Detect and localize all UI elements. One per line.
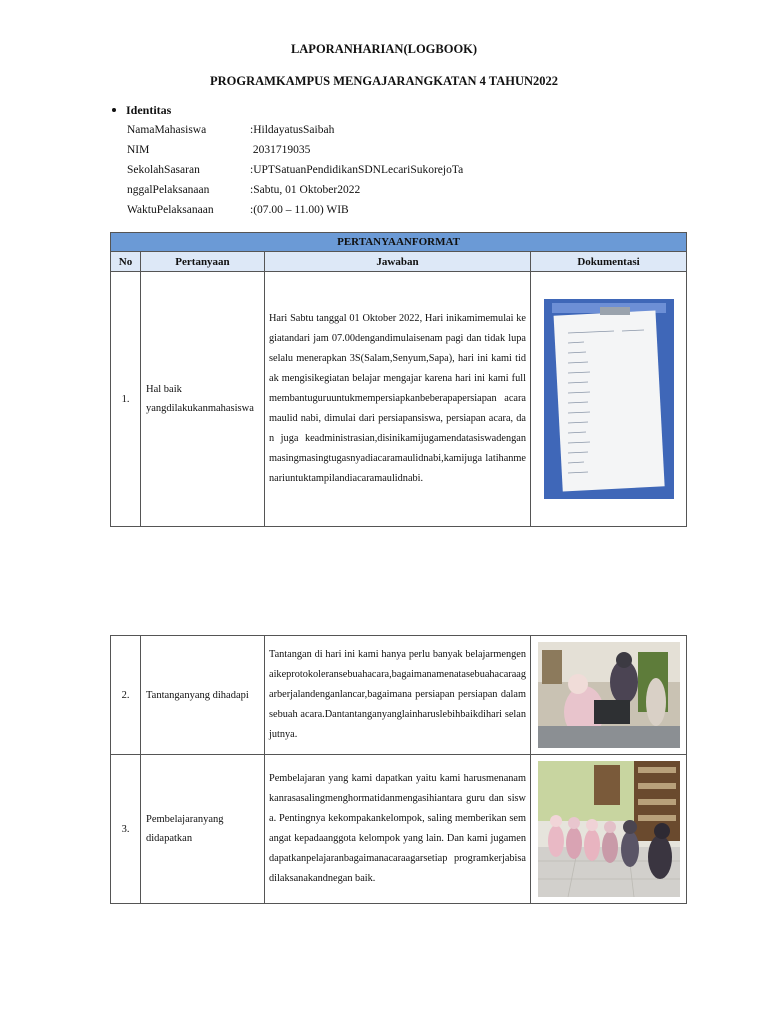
table-row	[111, 755, 687, 904]
logbook-table-continued	[110, 635, 687, 904]
column-header-no: No	[111, 252, 141, 272]
photo-group-session	[538, 761, 680, 897]
bullet-icon	[112, 108, 116, 112]
identity-label-name: NamaMahasiswa	[127, 124, 207, 136]
identitas-heading	[112, 103, 171, 118]
document-subtitle: PROGRAMKAMPUS MENGAJARANGKATAN 4 TAHUN2022	[209, 74, 559, 88]
column-header-documentation: Dokumentasi	[531, 252, 687, 272]
row-number: 3.	[111, 755, 141, 904]
table-title: PERTANYAANFORMAT	[111, 233, 687, 252]
identity-value-nim: 2031719035	[250, 144, 311, 156]
row-documentation	[531, 636, 687, 755]
table-row	[111, 272, 687, 527]
identitas-label: Identitas	[126, 103, 172, 117]
column-header-question: Pertanyaan	[141, 252, 265, 272]
photo-classroom-activity	[538, 642, 680, 748]
column-header-answer: Jawaban	[265, 252, 531, 272]
identity-label-time: WaktuPelaksanaan	[127, 204, 214, 216]
row-number: 1.	[111, 272, 141, 527]
logbook-table	[110, 232, 687, 527]
row-number: 2.	[111, 636, 141, 755]
identity-label-school: SekolahSasaran	[127, 164, 200, 176]
identity-value-name: :HildayatusSaibah	[250, 124, 335, 136]
row-answer: Tantangan di hari ini kami hanya perlu banyak belajarmengenaikeprotokoleransebuahacara,bagaimanamenatasebuahacaraagarberjalandenganlancar,bagaimana persiapan persiapan dalamsebuah acara.Dantantanganyanglainharuslebihbaikdihari selanjutnya.	[265, 636, 531, 755]
identity-label-date: nggalPelaksanaan	[127, 184, 210, 196]
identity-value-time: :(07.00 – 11.00) WIB	[250, 204, 349, 216]
row-question: Pembelajaranyang didapatkan	[141, 755, 265, 904]
row-question: Hal baik yangdilakukanmahasiswa	[141, 272, 265, 527]
table-row	[111, 636, 687, 755]
row-documentation	[531, 272, 687, 527]
row-answer: Hari Sabtu tanggal 01 Oktober 2022, Hari inikamimemulai kegiatandari jam 07.00dengandimulaisenam pagi dan tidak lupa selalu menerapkan 3S(Salam,Senyum,Sapa), hari ini kami tidak mengisikegiatan belajar mengajar karena hari ini kami fullmembantuguruuntukmempersiapkanbeberapapersiapan acara maulid nabi, dimulai dari persiapansiswa, persiapan acara, dan juga keadministrasian,disinikamijugamendatasiswadenganmasingmasingtugasnyadiacaramaulidnabi,kamijuga latihanmenariuntuktampilandiacaramaulidnabi.	[265, 272, 531, 527]
identity-value-school: :UPTSatuanPendidikanSDNLecariSukorejoTa	[250, 164, 464, 176]
photo-clipboard	[544, 299, 674, 499]
row-documentation	[531, 755, 687, 904]
document-title: LAPORANHARIAN(LOGBOOK)	[290, 42, 478, 56]
identity-value-date: :Sabtu, 01 Oktober2022	[250, 184, 361, 196]
row-answer: Pembelajaran yang kami dapatkan yaitu kami harusmenanamkanrasasalingmenghormatidanmengasihiantara guru dan siswa. Pentingnya kekompakankelompok, saling memberikan semangat kepadaanggota kelompok yang lain. Dan kami jugamendapatkanpelajaranbagaimanacaraagarsetiap programkerjabisadilaksanakandnegan baik.	[265, 755, 531, 904]
row-question: Tantanganyang dihadapi	[141, 636, 265, 755]
identity-label-nim: NIM	[127, 144, 150, 156]
